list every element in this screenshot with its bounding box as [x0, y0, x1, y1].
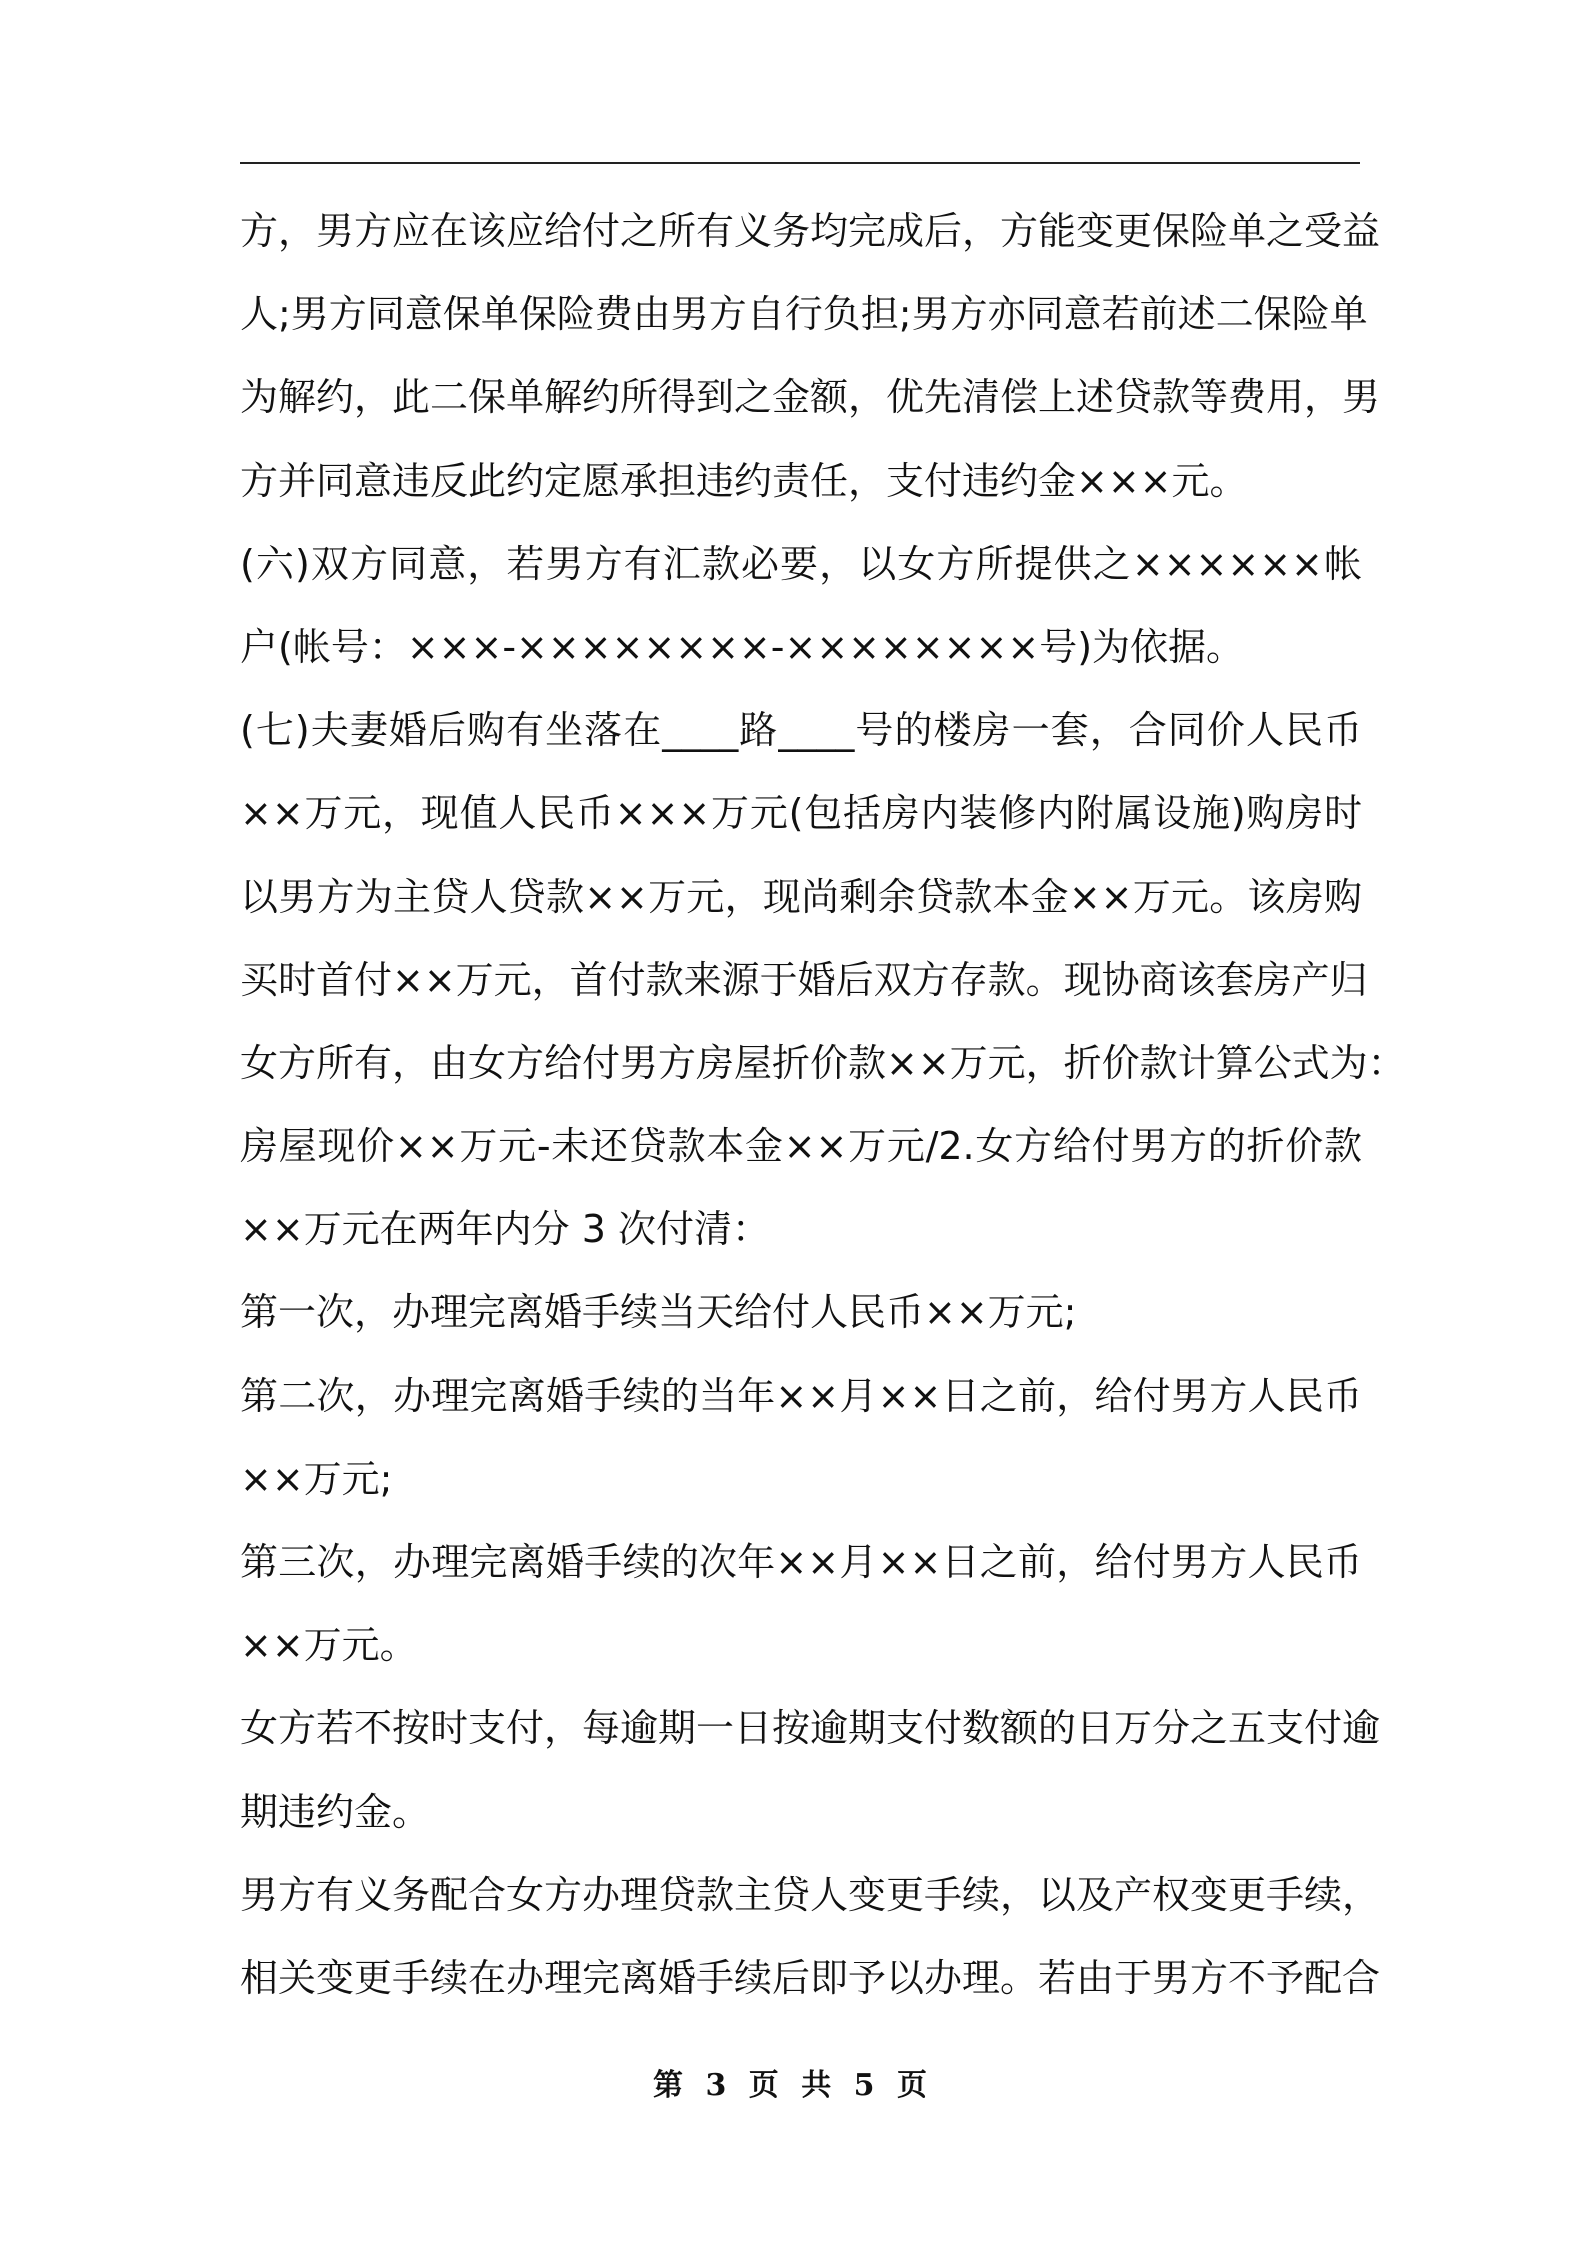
- text-line: 相关变更手续在办理完离婚手续后即予以办理。若由于男方不予配合: [240, 1955, 1381, 2000]
- text-line: (六)双方同意，若男方有汇款必要，以女方所提供之××××××帐: [240, 541, 1362, 586]
- text-line: 方，男方应在该应给付之所有义务均完成后，方能变更保险单之受益: [240, 209, 1381, 253]
- text-line: 方并同意违反此约定愿承担违约责任，支付违约金×××元。: [240, 458, 1248, 503]
- text-line: 户(帐号：×××-××××××××-××××××××号)为依据。: [240, 624, 1245, 669]
- text-line: 男方有义务配合女方办理贷款主贷人变更手续，以及产权变更手续，: [240, 1872, 1381, 1917]
- text-line: 女方若不按时支付，每逾期一日按逾期支付数额的日万分之五支付逾: [240, 1706, 1381, 1751]
- text-line: 第三次，办理完离婚手续的次年××月××日之前，给付男方人民币: [240, 1540, 1362, 1584]
- header-rule: [240, 162, 1360, 164]
- text-line: 为解约，此二保单解约所得到之金额，优先清偿上述贷款等费用，男: [240, 375, 1381, 420]
- text-line: ××万元。: [240, 1623, 418, 1668]
- text-line: ××万元在两年内分 3 次付清：: [240, 1207, 771, 1252]
- text-line: (七)夫妻婚后购有坐落在____路____号的楼房一套，合同价人民币: [240, 708, 1362, 753]
- text-line: 人;男方同意保单保险费由男方自行负担;男方亦同意若前述二保险单: [240, 292, 1368, 337]
- text-line: 以男方为主贷人贷款××万元，现尚剩余贷款本金××万元。该房购: [240, 874, 1362, 919]
- text-line: 女方所有，由女方给付男方房屋折价款××万元，折价款计算公式为：: [240, 1040, 1406, 1085]
- text-line: 第一次，办理完离婚手续当天给付人民币××万元;: [240, 1290, 1077, 1335]
- page-number-footer: 第 3 页 共 5 页: [653, 2068, 933, 2103]
- text-line: ××万元，现值人民币×××万元(包括房内装修内附属设施)购房时: [240, 791, 1362, 836]
- text-line: 第二次，办理完离婚手续的当年××月××日之前，给付男方人民币: [240, 1373, 1362, 1418]
- text-line: 买时首付××万元，首付款来源于婚后双方存款。现协商该套房产归: [240, 957, 1368, 1002]
- text-line: 期违约金。: [240, 1789, 431, 1834]
- document-body: [240, 190, 1406, 2020]
- text-line: ××万元;: [240, 1456, 393, 1501]
- text-line: 房屋现价××万元-未还贷款本金××万元/2.女方给付男方的折价款: [240, 1124, 1362, 1169]
